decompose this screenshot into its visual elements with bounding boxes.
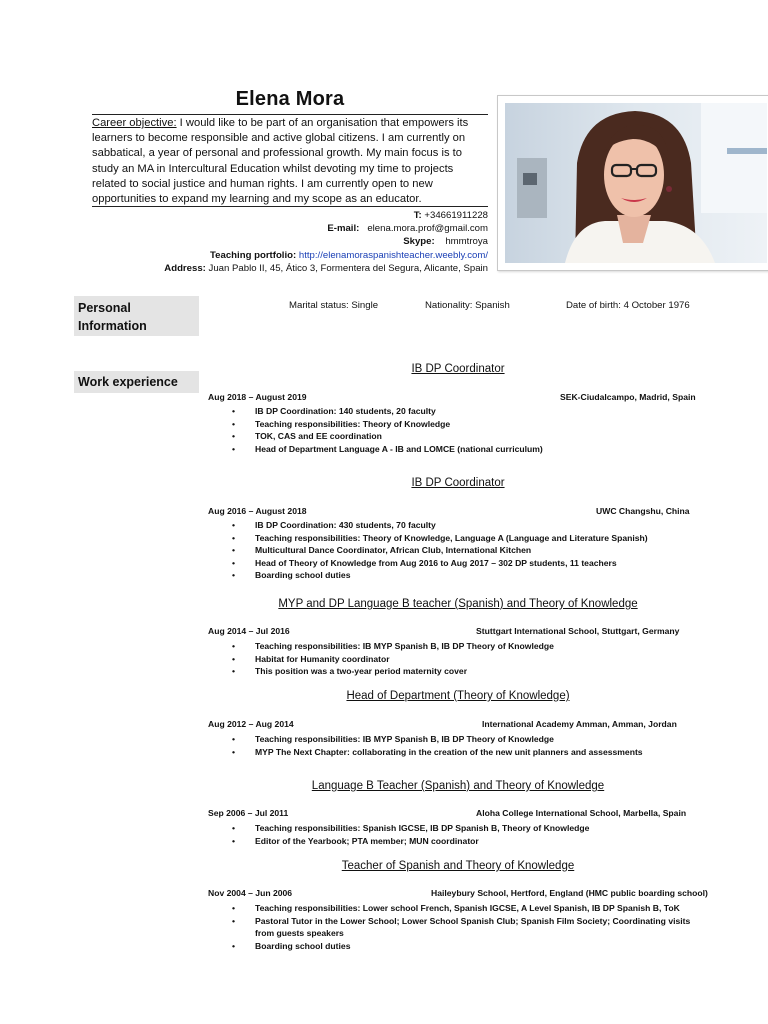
skype-label: Skype: (403, 236, 435, 247)
personal-information-label (74, 296, 199, 336)
list-item: • Head of Theory of Knowledge from Aug 2016 to Aug 2017 – 302 DP students, 11 teachers (232, 557, 702, 570)
job-title: IB DP Coordinator (411, 363, 505, 375)
job-place: Haileybury School, Hertford, England (HMC public boarding school) (431, 888, 708, 898)
contact-portfolio (210, 249, 488, 262)
job-title: Head of Department (Theory of Knowledge) (346, 690, 570, 702)
job-place: Aloha College International School, Marbella, Spain (476, 808, 687, 818)
profile-photo (497, 95, 768, 271)
job-place: International Academy Amman, Amman, Jordan (482, 719, 677, 729)
career-objective-text: I would like to be part of an organisation that empowers its learners to become responsible and active global citizens. I am currently on sabbatical, a year of personal and professional growth. My main focus is to study an MA in Intercultural Education whilst devoting my time to projects related to social justice and human rights. I am currently open to new opportunities to expand my learning and my scope as an educator. (92, 117, 469, 206)
list-item: • Pastoral Tutor in the Lower School; Lower School Spanish Club; Spanish Film Society; Coordinating visits from guests speakers (232, 915, 702, 940)
list-item: • Editor of the Yearbook; PTA member; MUN coordinator (232, 835, 702, 848)
address-label: Address: (164, 263, 206, 274)
job-title: MYP and DP Language B teacher (Spanish) and Theory of Knowledge (278, 598, 638, 610)
address-value: Juan Pablo II, 45, Ático 3, Formentera del Segura, Alicante, Spain (208, 263, 488, 274)
job-dates: Aug 2016 – August 2018 (208, 506, 307, 516)
nationality: Nationality: Spanish (425, 300, 510, 311)
list-item: • MYP The Next Chapter: collaborating in the creation of the new unit planners and assessments (232, 746, 702, 759)
job-dates: Aug 2014 – Jul 2016 (208, 626, 290, 636)
career-objective-label: Career objective: (92, 117, 177, 129)
list-item: • Teaching responsibilities: IB MYP Spanish B, IB DP Theory of Knowledge (232, 733, 702, 746)
list-item: • This position was a two-year period maternity cover (232, 665, 702, 678)
list-item: • Teaching responsibilities: Theory of Knowledge (232, 418, 702, 431)
contact-address (164, 262, 488, 275)
marital-status: Marital status: Single (289, 300, 379, 311)
email-label: E-mail: (327, 223, 360, 234)
job-bullets (232, 733, 702, 758)
list-item: • Habitat for Humanity coordinator (232, 653, 702, 666)
date-of-birth: Date of birth: 4 October 1976 (566, 300, 690, 311)
phone-label: T: (413, 210, 422, 221)
list-item: • Teaching responsibilities: Theory of Knowledge, Language A (Language and Literature Spanish) (232, 532, 702, 545)
phone-value: +34661911228 (424, 210, 488, 221)
job-bullets (232, 902, 702, 952)
list-item: • Boarding school duties (232, 940, 702, 953)
list-item: • Boarding school duties (232, 569, 702, 582)
job-bullets (232, 822, 702, 847)
job-place: Stuttgart International School, Stuttgart, Germany (476, 626, 680, 636)
list-item: • Multicultural Dance Coordinator, African Club, International Kitchen (232, 544, 702, 557)
personal-label-line1: Personal (78, 301, 131, 315)
objective-divider (92, 206, 488, 207)
work-experience-label: Work experience (74, 371, 199, 393)
list-item: • Head of Department Language A - IB and LOMCE (national curriculum) (232, 443, 702, 456)
job-dates: Nov 2004 – Jun 2006 (208, 888, 293, 898)
job-bullets (232, 519, 702, 582)
list-item: • IB DP Coordination: 140 students, 20 faculty (232, 405, 702, 418)
job-dates: Aug 2012 – Aug 2014 (208, 719, 294, 729)
portfolio-label: Teaching portfolio: (210, 250, 297, 261)
job-title: Teacher of Spanish and Theory of Knowledge (341, 860, 575, 872)
profile-photo-image (505, 103, 767, 263)
list-item: • IB DP Coordination: 430 students, 70 faculty (232, 519, 702, 532)
job-bullets (232, 640, 702, 678)
personal-label-line2: Information (78, 319, 147, 333)
job-place: SEK-Ciudalcampo, Madrid, Spain (560, 392, 696, 402)
job-bullets (232, 405, 702, 455)
career-objective (92, 116, 490, 207)
job-title: Language B Teacher (Spanish) and Theory of Knowledge (311, 780, 605, 792)
list-item: • TOK, CAS and EE coordination (232, 430, 702, 443)
skype-value: hmmtroya (445, 236, 488, 247)
job-title: IB DP Coordinator (411, 477, 505, 489)
list-item: • Teaching responsibilities: Lower school French, Spanish IGCSE, A Level Spanish, IB DP Spanish B, ToK (232, 902, 702, 915)
list-item: • Teaching responsibilities: Spanish IGCSE, IB DP Spanish B, Theory of Knowledge (232, 822, 702, 835)
job-dates: Aug 2018 – August 2019 (208, 392, 307, 402)
job-dates: Sep 2006 – Jul 2011 (208, 808, 289, 818)
email-value[interactable]: elena.mora.prof@gmail.com (367, 223, 488, 234)
list-item: • Teaching responsibilities: IB MYP Spanish B, IB DP Theory of Knowledge (232, 640, 702, 653)
name-underline (92, 114, 488, 115)
contact-phone (414, 209, 488, 222)
candidate-name: Elena Mora (235, 88, 345, 110)
job-place: UWC Changshu, China (596, 506, 690, 516)
contact-email (327, 222, 488, 235)
portfolio-link[interactable]: http://elenamoraspanishteacher.weebly.com/ (298, 250, 488, 261)
contact-skype (403, 235, 488, 248)
